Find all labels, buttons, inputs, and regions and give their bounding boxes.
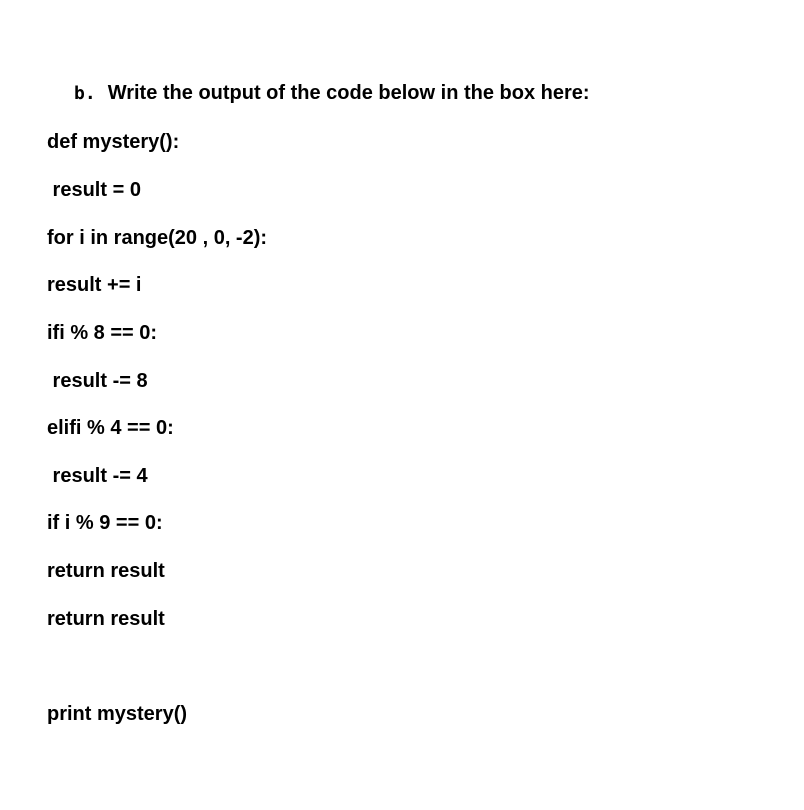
question-prompt: Write the output of the code below in the box here:: [107, 82, 590, 104]
code-line-result-sub-4: result -= 4: [47, 465, 148, 487]
code-line-result-sub-8: result -= 8: [47, 370, 148, 392]
code-line-result-init: result = 0: [47, 179, 141, 201]
code-line-def: def mystery():: [47, 131, 180, 153]
code-line-if-mod-8: ifi % 8 == 0:: [47, 322, 158, 344]
code-line-result-add: result += i: [47, 274, 142, 296]
code-line-return-inner: return result: [47, 560, 165, 582]
question-heading: [74, 82, 590, 105]
code-line-elif-mod-4: elifi % 4 == 0:: [47, 417, 174, 439]
code-line-if-mod-9: if i % 9 == 0:: [47, 512, 163, 534]
code-line-for: for i in range(20 , 0, -2):: [47, 227, 268, 249]
code-line-print: print mystery(): [47, 703, 188, 725]
question-marker: b.: [74, 83, 96, 104]
code-line-return-outer: return result: [47, 608, 165, 630]
